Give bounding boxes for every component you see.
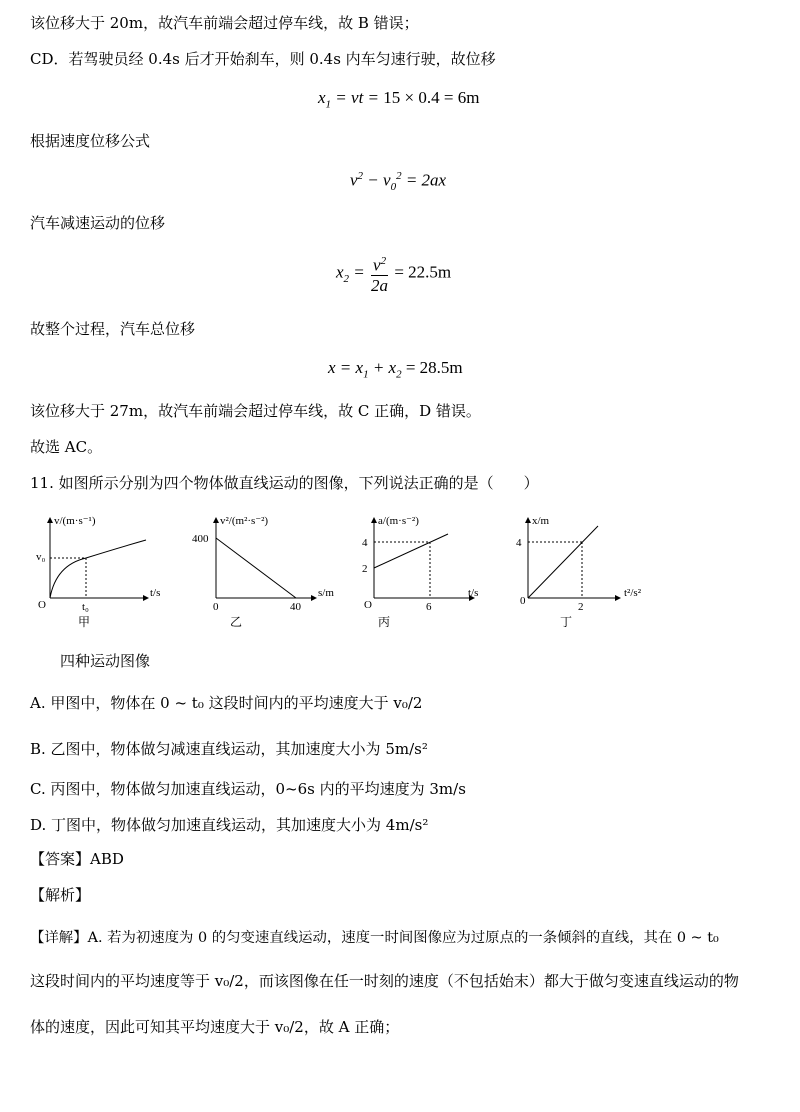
analysis-label: 【解析】 xyxy=(30,886,91,904)
graph-yi xyxy=(192,515,334,629)
motion-graphs xyxy=(28,510,688,640)
text-line-7: 故选 AC。 xyxy=(30,438,103,456)
bing-y-tick-top: 4 xyxy=(362,537,368,549)
detail-line-1: 【详解】A. 若为初速度为 0 的匀变速直线运动，速度一时间图像应为过原点的一条倾斜的直线，其在 0 ~ t₀ xyxy=(30,930,719,946)
text-line-4: 汽车减速运动的位移 xyxy=(30,214,166,232)
option-c: C. 丙图中，物体做匀加速直线运动，0~6s 内的平均速度为 3m/s xyxy=(30,780,466,798)
figure-caption: 四种运动图像 xyxy=(60,652,151,670)
equation-velocity-displacement: $v^2 - v_0^2 = 2ax$ xyxy=(350,170,447,194)
yi-line xyxy=(216,538,296,598)
text-line-2: CD．若驾驶员经 0.4s 后才开始刹车，则 0.4s 内车匀速行驶，故位移 xyxy=(30,50,496,68)
ding-ylabel: x/m xyxy=(532,515,550,527)
ding-line xyxy=(528,526,598,598)
bing-y-tick-low: 2 xyxy=(362,563,368,575)
ding-caption: 丁 xyxy=(560,615,573,629)
bing-ylabel: a/(m·s⁻²) xyxy=(378,515,419,527)
equation-x1: $x_1$ = vt = 15 × 0.4 = 6m xyxy=(318,88,480,111)
jia-x-tick: t₀ xyxy=(82,601,89,613)
yi-origin: 0 xyxy=(213,601,219,613)
jia-xlabel: t/s xyxy=(150,587,161,599)
graph-bing xyxy=(362,515,478,629)
jia-curve xyxy=(50,540,146,598)
yi-ylabel: v²/(m²·s⁻²) xyxy=(220,515,269,527)
text-line-1: 该位移大于 20m，故汽车前端会超过停车线，故 B 错误； xyxy=(30,14,419,32)
detail-line-2: 这段时间内的平均速度等于 v₀/2，而该图像在任一时刻的速度（不包括始末）都大于做匀变速直线运动的物 xyxy=(30,972,739,990)
jia-caption: 甲 xyxy=(78,615,91,629)
yi-x-tick: 40 xyxy=(290,601,301,613)
bing-origin: O xyxy=(364,599,372,611)
text-line-6: 该位移大于 27m，故汽车前端会超过停车线，故 C 正确，D 错误。 xyxy=(30,402,481,420)
ding-xlabel: t²/s² xyxy=(624,587,641,599)
bing-line xyxy=(374,534,448,568)
bing-xlabel: t/s xyxy=(468,587,479,599)
jia-y-tick: v₀ xyxy=(36,551,46,563)
ding-x-tick: 2 xyxy=(578,601,584,613)
detail-line-3: 体的速度，因此可知其平均速度大于 v₀/2，故 A 正确； xyxy=(30,1018,400,1036)
option-b: B. 乙图中，物体做匀减速直线运动，其加速度大小为 5m/s² xyxy=(30,740,428,758)
question-11: 11. 如图所示分别为四个物体做直线运动的图像，下列说法正确的是（ ） xyxy=(30,474,539,492)
text-line-5: 故整个过程，汽车总位移 xyxy=(30,320,196,338)
option-d: D. 丁图中，物体做匀加速直线运动，其加速度大小为 4m/s² xyxy=(30,816,429,834)
ding-origin: 0 xyxy=(520,595,526,607)
option-a: A. 甲图中，物体在 0 ~ t₀ 这段时间内的平均速度大于 v₀/2 xyxy=(30,694,423,712)
yi-y-tick: 400 xyxy=(192,533,209,545)
graph-ding xyxy=(516,515,642,629)
answer: 【答案】ABD xyxy=(30,850,124,868)
graph-jia xyxy=(36,515,160,629)
equation-x2: $x_2$ = $\frac{v^2}{2a}$ = 22.5m xyxy=(336,252,451,296)
ding-y-tick: 4 xyxy=(516,537,522,549)
yi-xlabel: s/m xyxy=(318,587,334,599)
bing-caption: 丙 xyxy=(378,615,391,629)
text-line-3: 根据速度位移公式 xyxy=(30,132,151,150)
yi-caption: 乙 xyxy=(230,615,243,629)
bing-x-tick: 6 xyxy=(426,601,432,613)
jia-ylabel: v/(m·s⁻¹) xyxy=(54,515,96,527)
equation-total: $x = x_1 + x_2 = 28.5m$ xyxy=(328,358,463,381)
jia-origin: O xyxy=(38,599,46,611)
